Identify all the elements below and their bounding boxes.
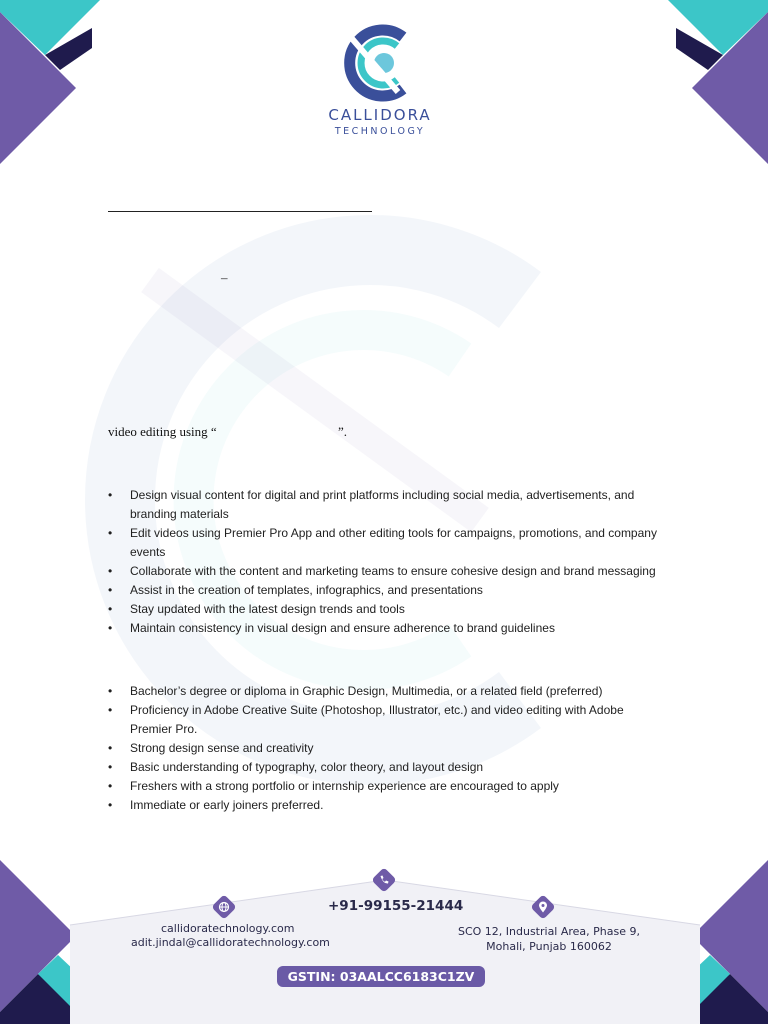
location-pin-icon	[530, 894, 556, 920]
email-link[interactable]: adit.jindal@callidoratechnology.com	[131, 936, 330, 949]
phone-number[interactable]: +91-99155-21444	[328, 898, 464, 914]
list-item: • Basic understanding of typography, color theory, and layout design	[108, 760, 484, 774]
list-item: • Edit videos using Premier Pro App and other editing tools for campaigns, promotions, and company events	[108, 526, 657, 559]
globe-icon	[211, 894, 237, 920]
dash-mark: –	[221, 270, 228, 285]
brand-name: CALLIDORA	[328, 106, 432, 124]
brand-subtitle: TECHNOLOGY	[334, 126, 426, 137]
logo-mark-icon	[300, 20, 460, 106]
heading-underline	[108, 211, 372, 212]
responsibilities-list	[108, 486, 668, 638]
list-item: • Freshers with a strong portfolio or internship experience are encouraged to apply	[108, 779, 559, 793]
address: SCO 12, Industrial Area, Phase 9, Mohali, Punjab 160062	[457, 925, 641, 953]
intro-suffix: ”.	[338, 424, 348, 439]
list-item: • Immediate or early joiners preferred.	[108, 798, 324, 812]
list-item: • Assist in the creation of templates, infographics, and presentations	[108, 583, 483, 597]
list-item: • Strong design sense and creativity	[108, 741, 314, 755]
website-link[interactable]: callidoratechnology.com	[161, 922, 295, 935]
gstin-badge: GSTIN: 03AALCC6183C1ZV	[277, 966, 485, 987]
phone-icon	[371, 867, 397, 893]
list-item: • Design visual content for digital and print platforms including social media, advertisements, and branding materials	[108, 488, 635, 521]
list-item: • Maintain consistency in visual design and ensure adherence to brand guidelines	[108, 621, 555, 635]
list-item: • Stay updated with the latest design trends and tools	[108, 602, 405, 616]
list-item: • Collaborate with the content and marketing teams to ensure cohesive design and brand messaging	[108, 564, 656, 578]
list-item: • Bachelor’s degree or diploma in Graphic Design, Multimedia, or a related field (preferred)	[108, 684, 603, 698]
intro-prefix: video editing using “	[108, 424, 217, 439]
requirements-list	[108, 682, 668, 815]
company-logo	[300, 20, 460, 145]
list-item: • Proficiency in Adobe Creative Suite (Photoshop, Illustrator, etc.) and video editing with Adobe Premier Pro.	[108, 703, 624, 736]
